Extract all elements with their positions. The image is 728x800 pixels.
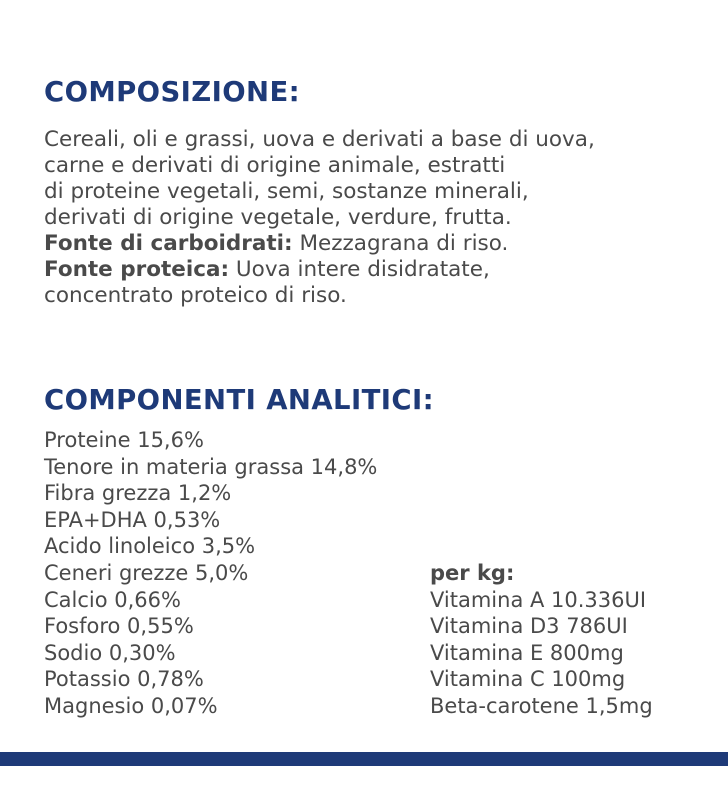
analytical-item: Potassio 0,78%: [44, 667, 204, 692]
analytical-item: Sodio 0,30%: [44, 640, 176, 665]
analytical-item: Ceneri grezze 5,0%: [44, 560, 249, 585]
analytical-item: Proteine 15,6%: [44, 428, 204, 452]
analytical-item: Calcio 0,66%: [44, 587, 181, 612]
carbohydrate-source: [44, 231, 508, 257]
carbohydrate-source-value: Mezzagrana di riso.: [292, 231, 509, 256]
carbohydrate-source-label: Fonte di carboidrati:: [44, 231, 293, 256]
analytical-heading: COMPONENTI ANALITICI:: [44, 384, 434, 416]
protein-source-label: Fonte proteica:: [44, 257, 230, 282]
analytical-list: [44, 427, 377, 720]
composition-line: Cereali, oli e grassi, uova e derivati a base di uova,: [44, 127, 595, 152]
vitamin-item: Vitamina C 100mg: [430, 667, 626, 692]
composition-line: carne e derivati di origine animale, estratti: [44, 153, 506, 178]
vitamin-item: Beta-carotene 1,5mg: [430, 693, 653, 718]
analytical-item: Fosforo 0,55%: [44, 614, 194, 639]
vitamin-list: [430, 560, 653, 720]
analytical-item: Acido linoleico 3,5%: [44, 534, 256, 559]
composition-heading: COMPOSIZIONE:: [44, 76, 301, 108]
vitamin-item: Vitamina E 800mg: [430, 640, 624, 665]
composition-line: derivati di origine vegetale, verdure, frutta.: [44, 205, 512, 230]
vitamin-item: Vitamina D3 786UI: [430, 614, 628, 639]
analytical-item: Tenore in materia grassa 14,8%: [44, 454, 378, 479]
composition-line: di proteine vegetali, semi, sostanze minerali,: [44, 179, 529, 204]
protein-source-continued: concentrato proteico di riso.: [44, 283, 347, 308]
vitamin-item: Vitamina A 10.336UI: [430, 587, 647, 612]
protein-source: [44, 257, 490, 283]
analytical-item: Fibra grezza 1,2%: [44, 481, 232, 506]
analytical-item: EPA+DHA 0,53%: [44, 507, 221, 532]
analytical-item: Magnesio 0,07%: [44, 693, 218, 718]
per-kg-label: per kg:: [430, 561, 515, 585]
protein-source-value: Uova intere disidratate,: [229, 257, 490, 282]
bottom-bar: [0, 752, 728, 766]
